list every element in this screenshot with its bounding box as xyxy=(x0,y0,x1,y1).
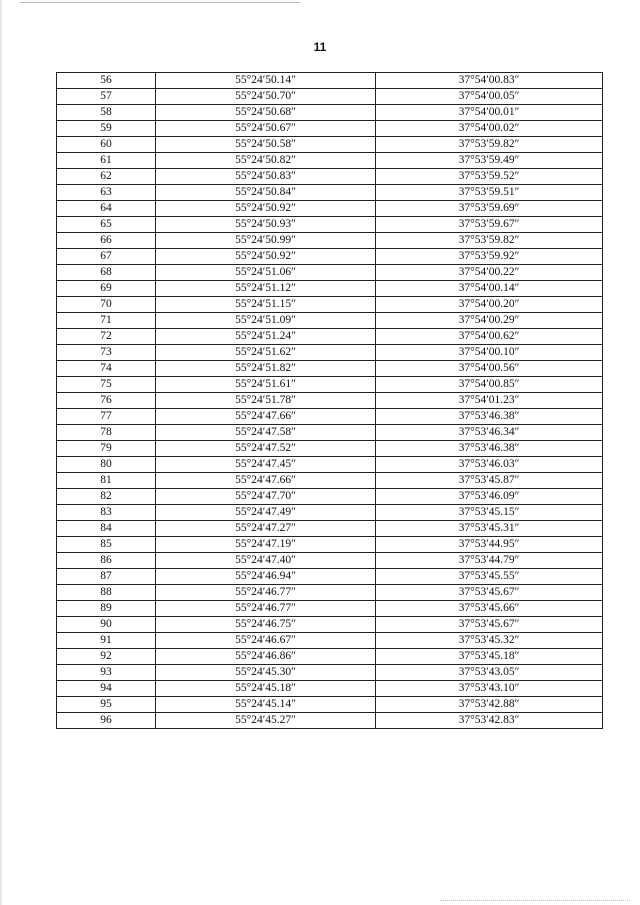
point-number-cell: 89 xyxy=(57,601,156,617)
point-number-cell: 68 xyxy=(57,265,156,281)
table-row xyxy=(57,153,603,169)
coordinates-table-body xyxy=(57,73,603,729)
longitude-cell: 37°54′00.05″ xyxy=(376,89,603,105)
point-number-cell: 57 xyxy=(57,89,156,105)
table-row xyxy=(57,601,603,617)
point-number-cell: 74 xyxy=(57,361,156,377)
latitude-cell: 55°24′50.70″ xyxy=(156,89,376,105)
latitude-cell: 55°24′47.66″ xyxy=(156,409,376,425)
table-row xyxy=(57,489,603,505)
point-number-cell: 82 xyxy=(57,489,156,505)
longitude-cell: 37°53′59.52″ xyxy=(376,169,603,185)
point-number-cell: 96 xyxy=(57,713,156,729)
latitude-cell: 55°24′51.15″ xyxy=(156,297,376,313)
latitude-cell: 55°24′51.12″ xyxy=(156,281,376,297)
latitude-cell: 55°24′50.68″ xyxy=(156,105,376,121)
table-row xyxy=(57,441,603,457)
latitude-cell: 55°24′47.70″ xyxy=(156,489,376,505)
table-row xyxy=(57,121,603,137)
table-row xyxy=(57,569,603,585)
latitude-cell: 55°24′46.94″ xyxy=(156,569,376,585)
table-row xyxy=(57,313,603,329)
latitude-cell: 55°24′47.45″ xyxy=(156,457,376,473)
longitude-cell: 37°54′00.01″ xyxy=(376,105,603,121)
table-row xyxy=(57,105,603,121)
latitude-cell: 55°24′51.62″ xyxy=(156,345,376,361)
point-number-cell: 73 xyxy=(57,345,156,361)
table-row xyxy=(57,713,603,729)
latitude-cell: 55°24′47.58″ xyxy=(156,425,376,441)
table-row xyxy=(57,185,603,201)
latitude-cell: 55°24′46.86″ xyxy=(156,649,376,665)
latitude-cell: 55°24′46.67″ xyxy=(156,633,376,649)
point-number-cell: 87 xyxy=(57,569,156,585)
latitude-cell: 55°24′51.61″ xyxy=(156,377,376,393)
table-row xyxy=(57,137,603,153)
latitude-cell: 55°24′47.49″ xyxy=(156,505,376,521)
coordinates-table xyxy=(56,72,603,729)
point-number-cell: 94 xyxy=(57,681,156,697)
table-row xyxy=(57,633,603,649)
point-number-cell: 70 xyxy=(57,297,156,313)
latitude-cell: 55°24′50.83″ xyxy=(156,169,376,185)
table-row xyxy=(57,425,603,441)
point-number-cell: 75 xyxy=(57,377,156,393)
point-number-cell: 66 xyxy=(57,233,156,249)
latitude-cell: 55°24′51.09″ xyxy=(156,313,376,329)
latitude-cell: 55°24′50.92″ xyxy=(156,249,376,265)
longitude-cell: 37°53′44.79″ xyxy=(376,553,603,569)
point-number-cell: 58 xyxy=(57,105,156,121)
latitude-cell: 55°24′46.75″ xyxy=(156,617,376,633)
longitude-cell: 37°54′00.02″ xyxy=(376,121,603,137)
latitude-cell: 55°24′47.52″ xyxy=(156,441,376,457)
longitude-cell: 37°53′45.67″ xyxy=(376,585,603,601)
point-number-cell: 92 xyxy=(57,649,156,665)
scan-edge xyxy=(0,0,2,905)
point-number-cell: 77 xyxy=(57,409,156,425)
table-row xyxy=(57,473,603,489)
point-number-cell: 67 xyxy=(57,249,156,265)
table-row xyxy=(57,377,603,393)
point-number-cell: 69 xyxy=(57,281,156,297)
longitude-cell: 37°53′45.55″ xyxy=(376,569,603,585)
table-row xyxy=(57,345,603,361)
table-row xyxy=(57,233,603,249)
table-row xyxy=(57,393,603,409)
point-number-cell: 65 xyxy=(57,217,156,233)
longitude-cell: 37°53′44.95″ xyxy=(376,537,603,553)
point-number-cell: 91 xyxy=(57,633,156,649)
longitude-cell: 37°53′45.32″ xyxy=(376,633,603,649)
point-number-cell: 76 xyxy=(57,393,156,409)
point-number-cell: 71 xyxy=(57,313,156,329)
top-rule xyxy=(20,2,300,3)
latitude-cell: 55°24′46.77″ xyxy=(156,601,376,617)
latitude-cell: 55°24′47.66″ xyxy=(156,473,376,489)
longitude-cell: 37°53′46.38″ xyxy=(376,441,603,457)
point-number-cell: 61 xyxy=(57,153,156,169)
table-row xyxy=(57,553,603,569)
latitude-cell: 55°24′50.99″ xyxy=(156,233,376,249)
table-row xyxy=(57,649,603,665)
page-number: 11 xyxy=(313,40,327,54)
point-number-cell: 86 xyxy=(57,553,156,569)
longitude-cell: 37°53′45.87″ xyxy=(376,473,603,489)
longitude-cell: 37°53′43.10″ xyxy=(376,681,603,697)
point-number-cell: 80 xyxy=(57,457,156,473)
point-number-cell: 64 xyxy=(57,201,156,217)
table-row xyxy=(57,249,603,265)
longitude-cell: 37°53′59.92″ xyxy=(376,249,603,265)
point-number-cell: 85 xyxy=(57,537,156,553)
latitude-cell: 55°24′50.92″ xyxy=(156,201,376,217)
point-number-cell: 79 xyxy=(57,441,156,457)
longitude-cell: 37°53′59.82″ xyxy=(376,137,603,153)
latitude-cell: 55°24′50.84″ xyxy=(156,185,376,201)
table-row xyxy=(57,697,603,713)
bottom-rule xyxy=(440,900,630,901)
latitude-cell: 55°24′45.18″ xyxy=(156,681,376,697)
latitude-cell: 55°24′50.67″ xyxy=(156,121,376,137)
longitude-cell: 37°54′00.83″ xyxy=(376,73,603,89)
longitude-cell: 37°54′01.23″ xyxy=(376,393,603,409)
table-row xyxy=(57,201,603,217)
latitude-cell: 55°24′50.93″ xyxy=(156,217,376,233)
table-row xyxy=(57,297,603,313)
latitude-cell: 55°24′47.40″ xyxy=(156,553,376,569)
longitude-cell: 37°53′59.69″ xyxy=(376,201,603,217)
table-row xyxy=(57,457,603,473)
longitude-cell: 37°53′42.88″ xyxy=(376,697,603,713)
longitude-cell: 37°53′45.31″ xyxy=(376,521,603,537)
longitude-cell: 37°53′45.66″ xyxy=(376,601,603,617)
table-row xyxy=(57,521,603,537)
point-number-cell: 83 xyxy=(57,505,156,521)
latitude-cell: 55°24′45.30″ xyxy=(156,665,376,681)
point-number-cell: 84 xyxy=(57,521,156,537)
table-row xyxy=(57,585,603,601)
longitude-cell: 37°53′45.67″ xyxy=(376,617,603,633)
point-number-cell: 78 xyxy=(57,425,156,441)
table-row xyxy=(57,217,603,233)
table-row xyxy=(57,505,603,521)
longitude-cell: 37°53′46.38″ xyxy=(376,409,603,425)
latitude-cell: 55°24′46.77″ xyxy=(156,585,376,601)
latitude-cell: 55°24′50.82″ xyxy=(156,153,376,169)
latitude-cell: 55°24′50.58″ xyxy=(156,137,376,153)
latitude-cell: 55°24′45.14″ xyxy=(156,697,376,713)
longitude-cell: 37°53′42.83″ xyxy=(376,713,603,729)
latitude-cell: 55°24′51.82″ xyxy=(156,361,376,377)
longitude-cell: 37°54′00.85″ xyxy=(376,377,603,393)
point-number-cell: 88 xyxy=(57,585,156,601)
latitude-cell: 55°24′45.27″ xyxy=(156,713,376,729)
point-number-cell: 59 xyxy=(57,121,156,137)
point-number-cell: 60 xyxy=(57,137,156,153)
longitude-cell: 37°53′46.34″ xyxy=(376,425,603,441)
point-number-cell: 81 xyxy=(57,473,156,489)
longitude-cell: 37°53′59.82″ xyxy=(376,233,603,249)
longitude-cell: 37°54′00.10″ xyxy=(376,345,603,361)
point-number-cell: 93 xyxy=(57,665,156,681)
latitude-cell: 55°24′47.19″ xyxy=(156,537,376,553)
point-number-cell: 95 xyxy=(57,697,156,713)
latitude-cell: 55°24′50.14″ xyxy=(156,73,376,89)
table-row xyxy=(57,409,603,425)
table-row xyxy=(57,89,603,105)
latitude-cell: 55°24′47.27″ xyxy=(156,521,376,537)
longitude-cell: 37°53′59.67″ xyxy=(376,217,603,233)
table-row xyxy=(57,681,603,697)
table-row xyxy=(57,265,603,281)
table-row xyxy=(57,361,603,377)
latitude-cell: 55°24′51.78″ xyxy=(156,393,376,409)
longitude-cell: 37°54′00.62″ xyxy=(376,329,603,345)
point-number-cell: 56 xyxy=(57,73,156,89)
table-row xyxy=(57,329,603,345)
point-number-cell: 62 xyxy=(57,169,156,185)
point-number-cell: 90 xyxy=(57,617,156,633)
longitude-cell: 37°54′00.14″ xyxy=(376,281,603,297)
longitude-cell: 37°53′46.09″ xyxy=(376,489,603,505)
latitude-cell: 55°24′51.24″ xyxy=(156,329,376,345)
table-row xyxy=(57,537,603,553)
longitude-cell: 37°53′59.51″ xyxy=(376,185,603,201)
longitude-cell: 37°54′00.56″ xyxy=(376,361,603,377)
table-row xyxy=(57,617,603,633)
longitude-cell: 37°53′45.18″ xyxy=(376,649,603,665)
table-row xyxy=(57,169,603,185)
table-row xyxy=(57,73,603,89)
longitude-cell: 37°53′59.49″ xyxy=(376,153,603,169)
point-number-cell: 72 xyxy=(57,329,156,345)
latitude-cell: 55°24′51.06″ xyxy=(156,265,376,281)
table-row xyxy=(57,281,603,297)
longitude-cell: 37°53′43.05″ xyxy=(376,665,603,681)
longitude-cell: 37°53′45.15″ xyxy=(376,505,603,521)
longitude-cell: 37°54′00.22″ xyxy=(376,265,603,281)
longitude-cell: 37°53′46.03″ xyxy=(376,457,603,473)
longitude-cell: 37°54′00.29″ xyxy=(376,313,603,329)
longitude-cell: 37°54′00.20″ xyxy=(376,297,603,313)
table-row xyxy=(57,665,603,681)
point-number-cell: 63 xyxy=(57,185,156,201)
